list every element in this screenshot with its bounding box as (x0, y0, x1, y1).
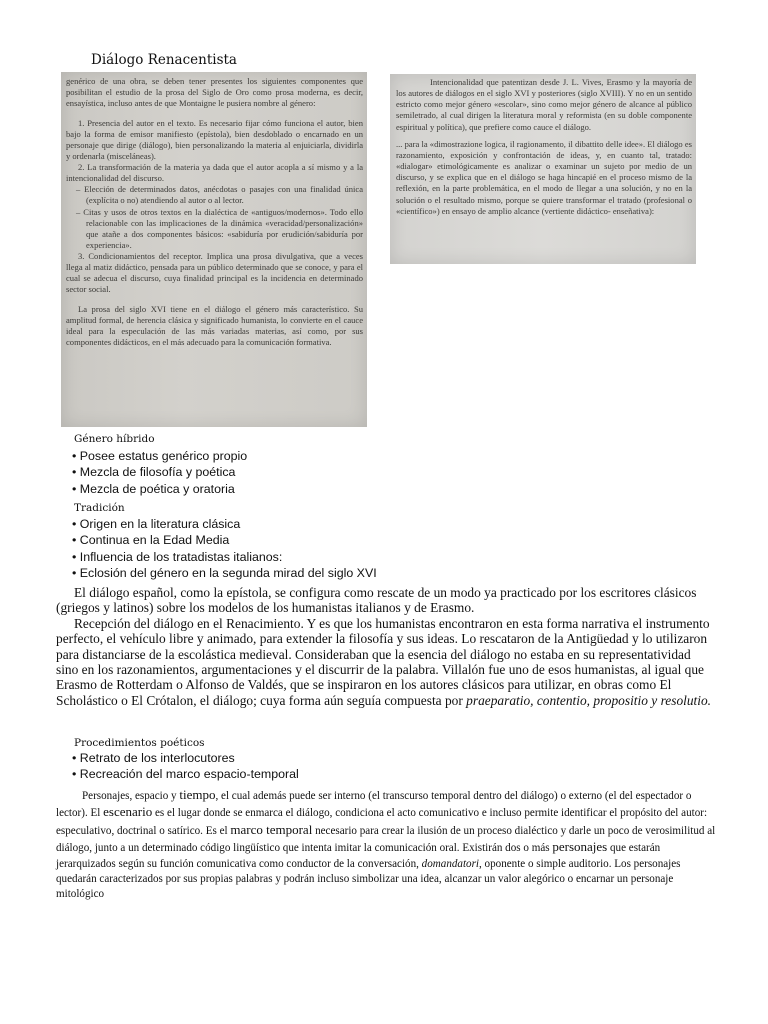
page-title: Diálogo Renacentista (91, 52, 237, 68)
text-run: necesario para crear la ilusión de un proceso dialéctico y darle un poco de verosimilitud al diálogo, junto a un determinado código lingüístico que intenta imitar la comunicación oral. Existirán dos o más (56, 824, 716, 855)
paragraph-dialogo-espanol: El diálogo español, como la epístola, se configura como rescate de un modo ya practicado por los escritores clásicos (griegos y latinos) sobre los modelos de los humanistas italianos y de Erasmo. (56, 585, 697, 616)
paragraph-recepcion-text: Recepción del diálogo en el Renacimiento. Y es que los humanistas encontraron en esta forma narrativa el instrumento perfecto, el vehículo libre y animado, para extender la filosofía y sus ideas. Lo rescataron de la Antigüedad y lo utilizaron para distanciarse de la escolástica medieval. Consideraban que la esencia del diálogo no estaba en su representatividad sino en los razonamientos, argumentaciones y el discurrir de la palabra. Villalón fue uno de esos humanistas, al igual que Erasmo de Rotterdam o Alfonso de Valdés, que se inspiraron en los autores clásicos para utilizar, en obras como El Scholástico o El Crótalon, el diálogo; cuya forma aún seguía compuesta por (56, 615, 710, 708)
procedimientos-list (72, 750, 299, 783)
scan-right-paragraph: Intencionalidad que patentizan desde J. L. Vives, Erasmo y la mayoría de los autores de diálogos en el siglo XVI y posteriores (siglo XVIII). Y no en un sentido estricto como mejor género «escolar», sino como mejor género de alcance al público semiletrado, al cual dirigen la literatura moral y reformista (en su doble componente espiritual y política), que prefiere como cauce el diálogo. (396, 77, 692, 132)
keyword-domandatori: domandatori (421, 857, 479, 870)
body-text (56, 585, 716, 708)
text-run: , el cual además puede ser interno (el transcurso temporal dentro del diálogo) o externo (el del espectador o lector). El (56, 790, 692, 820)
list-item: • Retrato de los interlocutores (72, 750, 299, 766)
keyword-escenario: escenario (103, 804, 153, 820)
list-item: • Origen en la literatura clásica (72, 516, 377, 532)
text-run: Personajes, espacio y (82, 790, 180, 802)
section-title-tradicion: Tradición (74, 502, 125, 514)
text-run: , oponente o simple auditorio. Los personajes quedarán caracterizados por sus propias palabras y podrán incluso simbolizar una idea, alcanzar un valor alegórico o encarnar un personaje mitológico (56, 857, 681, 901)
list-item: • Influencia de los tratadistas italianos: (72, 549, 377, 565)
scan-left-paragraph: La prosa del siglo XVI tiene en el diálogo el género más característico. Su amplitud formal, de herencia clásica y significado humanista, lo convierte en el cauce ideal para la especulación de las más variadas materias, así como, por sus componentes didácticos, en el más adecuado para la comunicación formativa. (66, 303, 363, 348)
text-run: es el lugar donde se enmarca el diálogo, condiciona el acto comunicativo e incluso permite identificar el propósito del autor: especulativo, doctrinal o satírico. Es el (56, 807, 708, 837)
scan-left-paragraph: 2. La transformación de la materia ya dada que el autor acopla a sí mismo y a la intencionalidad del discurso. (66, 162, 363, 184)
scan-left-dash-item: – Citas y usos de otros textos en la dialéctica de «antiguos/modernos». Todo ello relacionable con las implicaciones de la dinámica «veracidad/personalización» que atañe a dos componentes básicos: «sabiduría por erudición/sabiduría por experiencia». (76, 206, 363, 250)
keyword-personajes: personajes (552, 839, 608, 855)
scan-left-paragraph: genérico de una obra, se deben tener presentes los siguientes componentes que posibilitan el estudio de la prosa del Siglo de Oro como prosa moderna, es decir, ensayística, incluso antes de que Montaigne le pusiera nombre al género: (66, 76, 363, 109)
list-item: • Continua en la Edad Media (72, 532, 377, 548)
paragraph-recepcion-italic: praeparatio, contentio, propositio y resolutio. (466, 692, 712, 708)
section-title-procedimientos: Procedimientos poéticos (74, 737, 205, 749)
scanned-excerpt-left (61, 72, 367, 427)
paragraph-recepcion (56, 616, 716, 708)
list-item: • Eclosión del género en la segunda mirad del siglo XVI (72, 565, 377, 581)
tradicion-list (72, 516, 377, 582)
list-item: • Posee estatus genérico propio (72, 448, 247, 464)
paragraph-personajes (56, 787, 716, 903)
scan-left-paragraph: 1. Presencia del autor en el texto. Es necesario fijar cómo funciona el autor, bien bajo la forma de emisor manifiesto (epístola), bien desdoblado o encarnado en un personaje que dirige (diálogo), bien personalizando la materia al enjuiciarla, dividirla y ordenarla (misceláneas). (66, 118, 363, 162)
text-run: que estarán jerarquizados según su función comunicativa como conductor de la conversación, (56, 842, 661, 870)
list-item: • Mezcla de filosofía y poética (72, 464, 247, 480)
keyword-marco-temporal: marco temporal (230, 821, 313, 837)
scan-left-paragraph: 3. Condicionamientos del receptor. Implica una prosa divulgativa, que a veces llega al matiz didáctico, pensada para un público determinado que se conoce, y para el cual se adecua el discurso, cuya finalidad principal es la incidencia en determinado sector social. (66, 250, 363, 294)
list-item: • Recreación del marco espacio-temporal (72, 766, 299, 782)
scan-left-dash-item: – Elección de determinados datos, anécdotas o pasajes con una finalidad única (explícita o no) atendiendo al autor o al lector. (76, 184, 363, 206)
genero-list (72, 448, 247, 497)
section-title-genero: Género híbrido (74, 433, 155, 445)
scanned-excerpt-right (390, 74, 696, 264)
scan-right-paragraph: ... para la «dimostrazione logica, il ragionamento, il dibattito delle idee». El diálogo es razonamiento, exposición y confrontación de ideas, y, en cuanto tal, tratado: «dialogar» etimológicamente es analizar o examinar un sujeto por medio de un discurso, y se explica que en el diálogo se haga hincapié en el proceso mismo de la reflexión, en la parte problemática, en el modo de llegar a una solución, y no en la solución o el resultado mismo, porque se quiere transformar el tratado (profesional o «científico») en ensayo de amplio alcance (vertiente didáctico- enseñativa): (396, 138, 692, 216)
list-item: • Mezcla de poética y oratoria (72, 481, 247, 497)
keyword-tiempo: tiempo (179, 787, 216, 802)
